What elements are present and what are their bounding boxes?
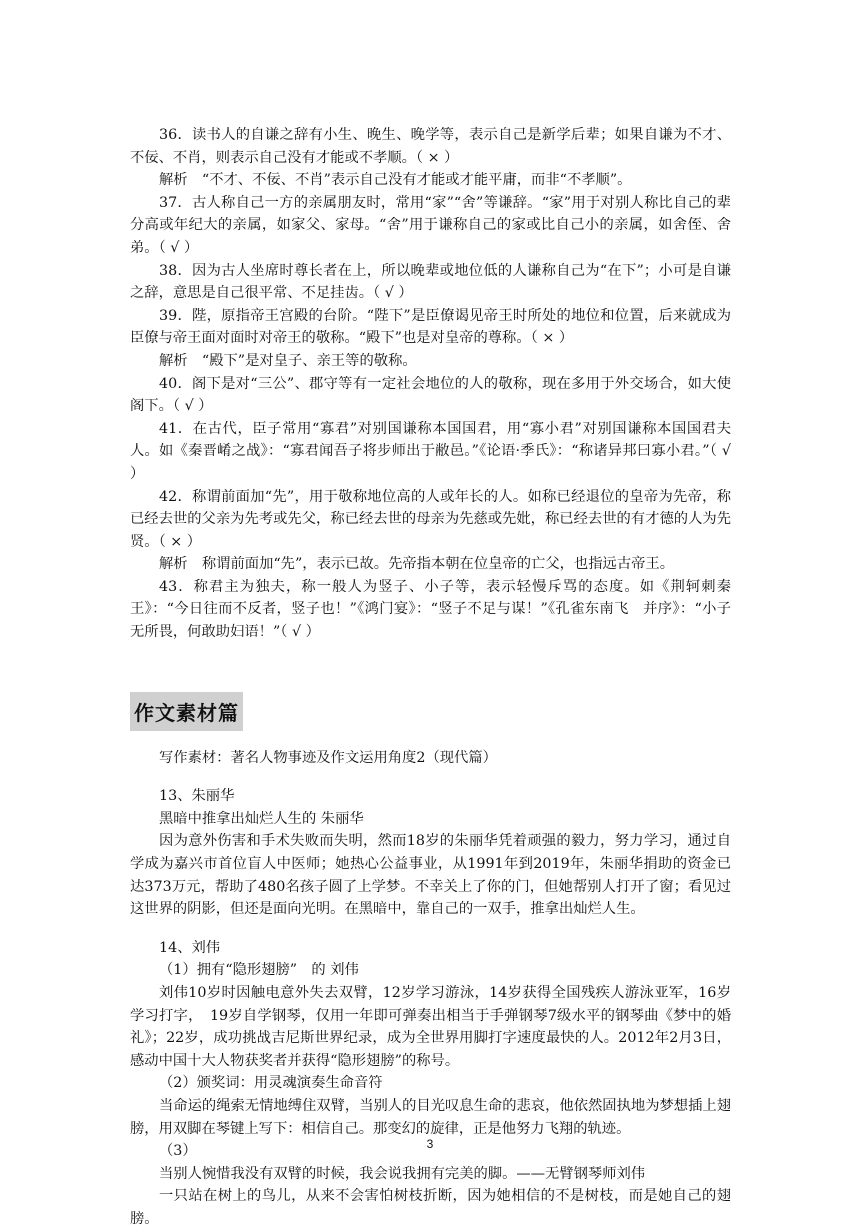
person-subtitle-liu-1: （1）拥有“隐形翅膀” 的 刘伟 bbox=[159, 962, 359, 979]
quiz-item-38: 38．因为古人坐席时尊长者在上，所以晚辈或地位低的人谦称自己为“在下”；小可是自谦之辞，意思是自己很平常、不足挂齿。（ √ ） bbox=[130, 262, 731, 302]
person-quote-liu-2: 一只站在树上的鸟儿，从来不会害怕树枝折断，因为她相信的不是树枝，而是她自己的翅膀。 bbox=[130, 1188, 731, 1227]
person-body-zhu: 因为意外伤害和手术失败而失明，然而18岁的朱丽华凭着顽强的毅力，努力学习，通过自学成为嘉兴市首位盲人中医师；她热心公益事业，从1991年到2019年，朱丽华捐助的资金已达373万元，帮助了480名孩子圆了上学梦。不幸关上了你的门，但她帮别人打开了窗；看见过这世界的阴影，但还是面向光明。在黑暗中，靠自己的一双手，推拿出灿烂人生。 bbox=[130, 833, 731, 918]
material-heading: 写作素材：著名人物事迹及作文运用角度2（现代篇） bbox=[159, 749, 497, 766]
person-quote-liu-1: 当别人惋惜我没有双臂的时候，我会说我拥有完美的脚。——无臂钢琴师刘伟 bbox=[159, 1165, 646, 1182]
spacer bbox=[130, 769, 731, 785]
quiz-analysis-39: 解析 “殿下”是对皇子、亲王等的敬称。 bbox=[159, 352, 417, 369]
spacer bbox=[130, 921, 731, 937]
page-number: 3 bbox=[426, 1137, 434, 1151]
page-content bbox=[130, 124, 731, 1231]
spacer bbox=[130, 731, 731, 747]
quiz-item-43: 43．称君主为独夫，称一般人为竖子、小子等，表示轻慢斥骂的态度。如《荆轲刺秦王》：“今日往而不反者，竖子也！”《鸿门宴》：“竖子不足与谋！”《孔雀东南飞 并序》：“小子无所畏，何敢助妇语！”（ √ ） bbox=[130, 578, 731, 641]
person-subtitle-liu-3: （3） bbox=[159, 1143, 197, 1160]
person-subtitle-zhu: 黑暗中推拿出灿烂人生的 朱丽华 bbox=[159, 810, 364, 827]
quiz-item-41: 41．在古代，臣子常用“寡君”对别国谦称本国国君，用“寡小君”对别国谦称本国国君夫人。如《秦晋崤之战》：“寡君闻吾子将步师出于敝邑。”《论语·季氏》：“称诸异邦曰寡小君。”（ √ ） bbox=[130, 420, 731, 482]
person-body-liu-1: 刘伟10岁时因触电意外失去双臂，12岁学习游泳，14岁获得全国残疾人游泳亚军，16岁学习打字， 19岁自学钢琴，仅用一年即可弹奏出相当于手弹钢琴7级水平的钢琴曲《梦中的婚礼》；22岁，成功挑战吉尼斯世界纪录，成为全世界用脚打字速度最快的人。2012年2月3日，感动中国十大人物获奖者并获得“隐形翅膀”的称号。 bbox=[130, 985, 731, 1069]
quiz-analysis-42: 解析 称谓前面加“先”，表示已故。先帝指本朝在位皇帝的亡父，也指远古帝王。 bbox=[159, 556, 675, 573]
person-subtitle-liu-2: （2）颁奖词：用灵魂演奏生命音符 bbox=[159, 1075, 383, 1092]
quiz-item-36: 36．读书人的自谦之辞有小生、晚生、晚学等，表示自己是新学后辈；如果自谦为不才、不佞、不肖，则表示自己没有才能或不孝顺。（ × ） bbox=[130, 127, 731, 166]
quiz-item-42: 42．称谓前面加“先”，用于敬称地位高的人或年长的人。如称已经退位的皇帝为先帝，称已经去世的父亲为先考或先父，称已经去世的母亲为先慈或先妣，称已经去世的有才德的人为先贤。（ × ） bbox=[130, 488, 731, 550]
section-title-text: 作文素材篇 bbox=[130, 692, 243, 731]
person-name-liu: 14、刘伟 bbox=[159, 939, 221, 956]
section-title bbox=[130, 692, 731, 731]
quiz-item-39: 39．陛，原指帝王宫殿的台阶。“陛下”是臣僚谒见帝王时所处的地位和位置，后来就成为臣僚与帝王面对面时对帝王的敬称。“殿下”也是对皇帝的尊称。（ × ） bbox=[130, 307, 731, 347]
person-name-zhu: 13、朱丽华 bbox=[159, 788, 235, 805]
person-body-liu-2: 当命运的绳索无情地缚住双臂，当别人的目光叹息生命的悲哀，他依然固执地为梦想插上翅膀，用双脚在琴键上写下：相信自己。那变幻的旋律，正是他努力飞翔的轨迹。 bbox=[130, 1097, 731, 1137]
quiz-item-40: 40．阁下是对“三公”、郡守等有一定社会地位的人的敬称，现在多用于外交场合，如大使阁下。（ √ ） bbox=[130, 375, 731, 415]
quiz-item-37: 37．古人称自己一方的亲属朋友时，常用“家”“舍”等谦辞。“家”用于对别人称比自己的辈分高或年纪大的亲属，如家父、家母。“舍”用于谦称自己的家或比自己小的亲属，如舍侄、舍弟。（ √ ） bbox=[130, 194, 731, 256]
quiz-analysis-36: 解析 “不才、不佞、不肖”表示自己没有才能或才能平庸，而非“不孝顺”。 bbox=[159, 172, 632, 189]
spacer bbox=[130, 644, 731, 692]
